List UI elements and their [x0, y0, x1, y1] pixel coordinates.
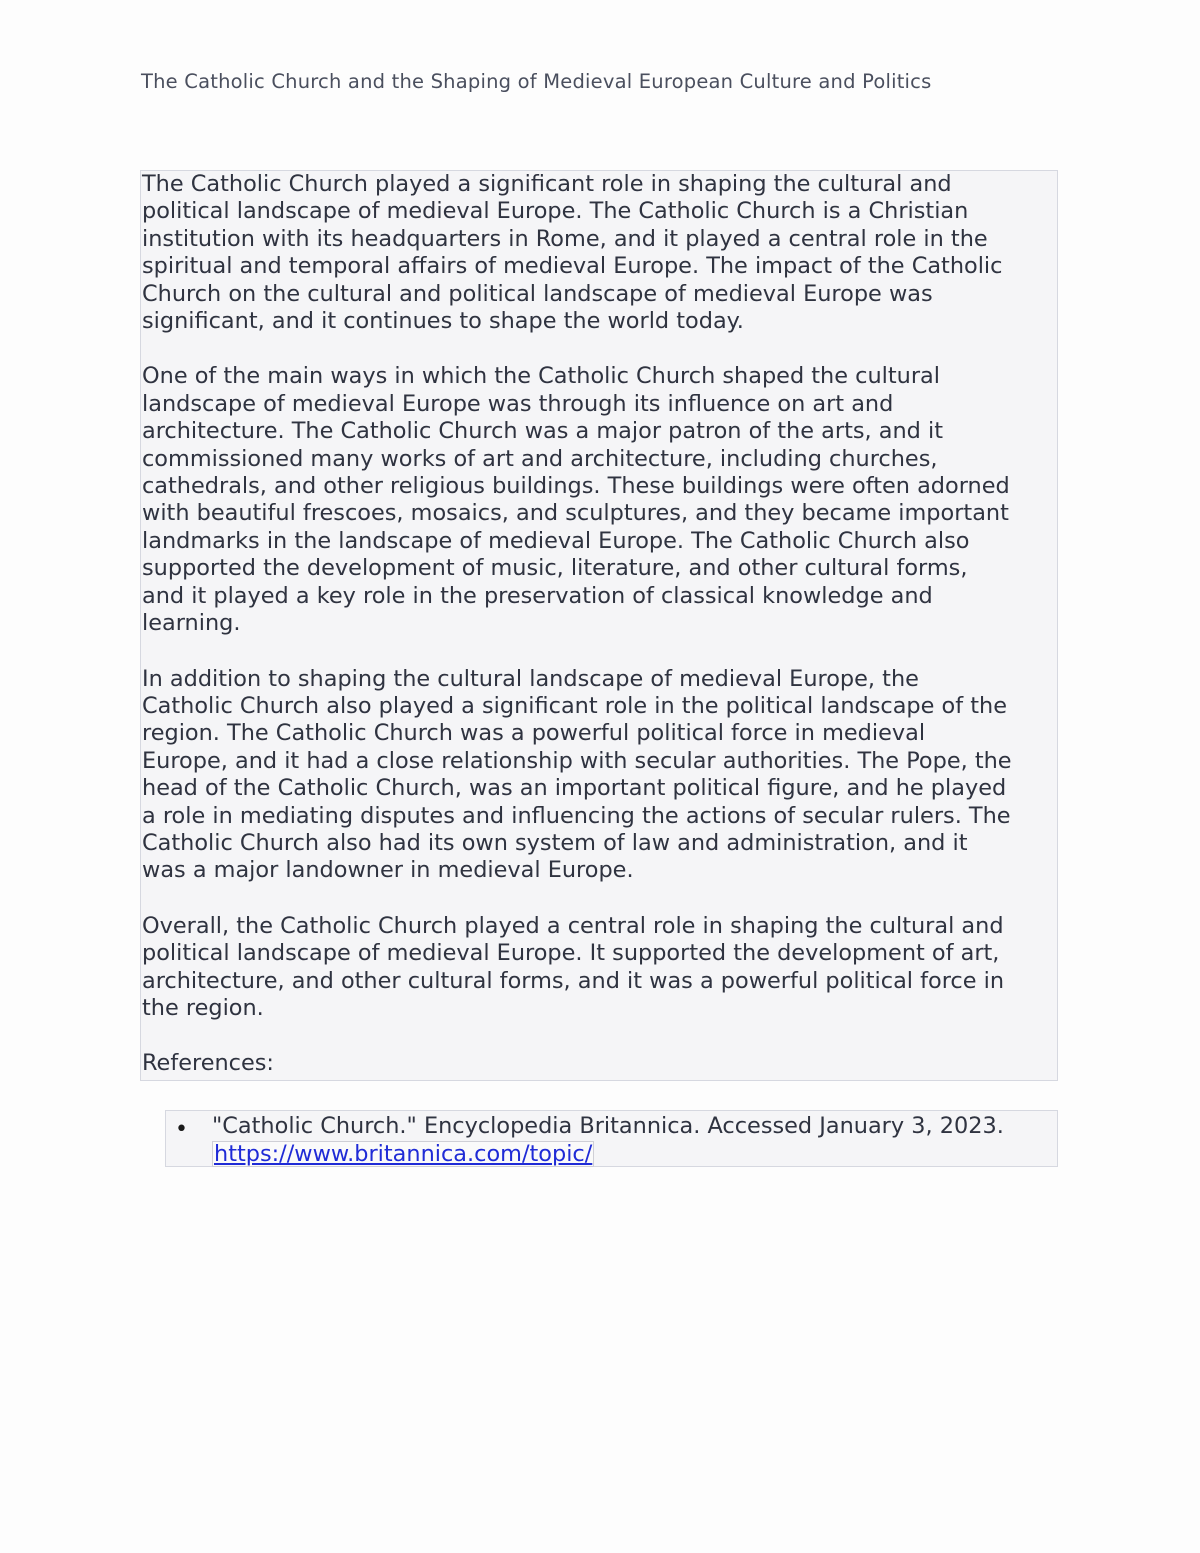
references-list: [165, 1110, 1058, 1167]
paragraph-conclusion: Overall, the Catholic Church played a central role in shaping the cultural and political landscape of medieval Europe. It supported the development of art, architecture, and other cultural forms, and it was a powerful political force in the region.: [142, 912, 1005, 1021]
paragraph-politics: In addition to shaping the cultural landscape of medieval Europe, the Catholic Church also played a significant role in the political landscape of the region. The Catholic Church was a powerful political force in medieval Europe, and it had a close relationship with secular authorities. The Pope, the head of the Catholic Church, was an important political figure, and he played a role in mediating disputes and influencing the actions of secular rulers. The Catholic Church also had its own system of law and administration, and it was a major landowner in medieval Europe.: [142, 665, 1012, 884]
paragraph-culture: One of the main ways in which the Catholic Church shaped the cultural landscape of medieval Europe was through its influence on art and architecture. The Catholic Church was a major patron of the arts, and it commissioned many works of art and architecture, including churches, cathedrals, and other religious buildings. These buildings were often adorned with beautiful frescoes, mosaics, and sculptures, and they became important landmarks in the landscape of medieval Europe. The Catholic Church also supported the development of music, literature, and other cultural forms, and it played a key role in the preservation of classical knowledge and learning.: [142, 363, 1010, 637]
reference-entry: [212, 1112, 1004, 1168]
page-title: The Catholic Church and the Shaping of Medieval European Culture and Politics: [141, 70, 932, 93]
bullet-icon: •: [175, 1117, 188, 1142]
references-heading: References:: [142, 1050, 274, 1077]
paragraph-intro: The Catholic Church played a significant role in shaping the cultural and political landscape of medieval Europe. The Catholic Church is a Christian institution with its headquarters in Rome, and it played a central role in the spiritual and temporal affairs of medieval Europe. The impact of the Catholic Church on the cultural and political landscape of medieval Europe was significant, and it continues to shape the world today.: [142, 171, 1003, 335]
reference-link[interactable]: https://www.britannica.com/topic/: [214, 1141, 593, 1167]
reference-citation: "Catholic Church." Encyclopedia Britannica. Accessed January 3, 2023.: [212, 1113, 1004, 1139]
content-block: [140, 170, 1058, 1081]
